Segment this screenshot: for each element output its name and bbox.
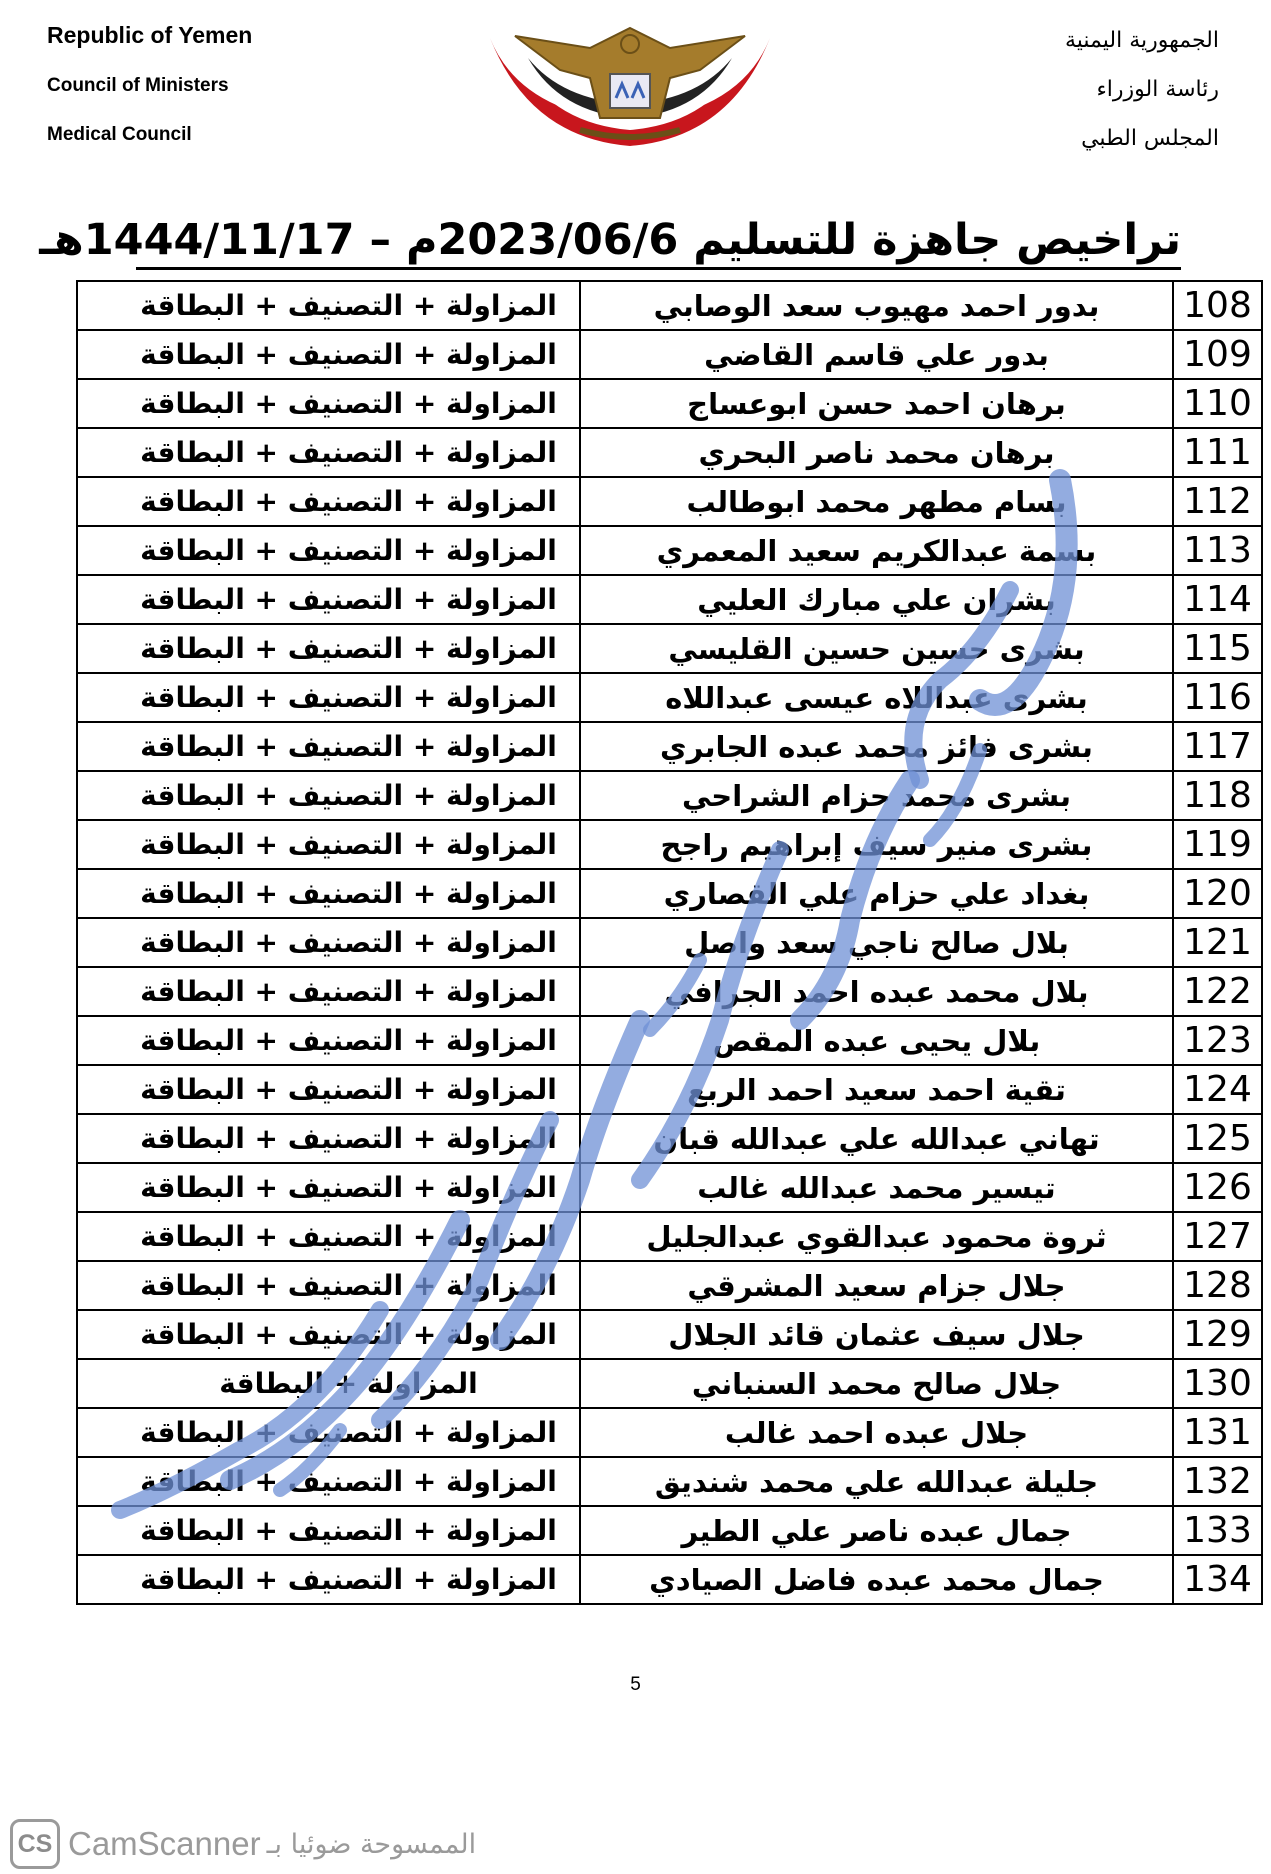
licensee-name: تيسير محمد عبدالله غالب — [580, 1163, 1173, 1212]
license-items: المزاولة + التصنيف + البطاقة — [77, 477, 580, 526]
page-title: تراخيص جاهزة للتسليم 2023/06/6م – 1444/11/17هـ — [136, 215, 1181, 270]
license-items: المزاولة + التصنيف + البطاقة — [77, 1457, 580, 1506]
row-number: 114 — [1173, 575, 1262, 624]
licensee-name: جلال سيف عثمان قائد الجلال — [580, 1310, 1173, 1359]
council-name-en: Council of Ministers — [47, 75, 229, 96]
license-items: المزاولة + التصنيف + البطاقة — [77, 379, 580, 428]
row-number: 122 — [1173, 967, 1262, 1016]
row-number: 126 — [1173, 1163, 1262, 1212]
licenses-table — [76, 280, 1263, 1605]
license-items: المزاولة + التصنيف + البطاقة — [77, 1310, 580, 1359]
row-number: 128 — [1173, 1261, 1262, 1310]
license-items: المزاولة + التصنيف + البطاقة — [77, 575, 580, 624]
row-number: 119 — [1173, 820, 1262, 869]
table-row — [77, 1408, 1262, 1457]
table-row — [77, 918, 1262, 967]
header-english — [47, 22, 252, 173]
table-row — [77, 869, 1262, 918]
table-row — [77, 1506, 1262, 1555]
row-number: 116 — [1173, 673, 1262, 722]
table-row — [77, 379, 1262, 428]
license-items: المزاولة + التصنيف + البطاقة — [77, 771, 580, 820]
table-row — [77, 1016, 1262, 1065]
table-row — [77, 673, 1262, 722]
license-items: المزاولة + التصنيف + البطاقة — [77, 967, 580, 1016]
licensee-name: بسمة عبدالكريم سعيد المعمري — [580, 526, 1173, 575]
table-row — [77, 624, 1262, 673]
row-number: 112 — [1173, 477, 1262, 526]
licensee-name: بغداد علي حزام علي القصاري — [580, 869, 1173, 918]
table-row — [77, 771, 1262, 820]
table-row — [77, 1555, 1262, 1604]
license-items: المزاولة + التصنيف + البطاقة — [77, 281, 580, 330]
license-items: المزاولة + التصنيف + البطاقة — [77, 869, 580, 918]
row-number: 131 — [1173, 1408, 1262, 1457]
camscanner-footer — [10, 1817, 476, 1871]
country-name-ar: الجمهورية اليمنية — [1064, 28, 1219, 53]
row-number: 132 — [1173, 1457, 1262, 1506]
camscanner-brand: CamScanner — [68, 1825, 261, 1862]
license-items: المزاولة + التصنيف + البطاقة — [77, 820, 580, 869]
licensee-name: جلال جزام سعيد المشرقي — [580, 1261, 1173, 1310]
licensee-name: برهان محمد ناصر البحري — [580, 428, 1173, 477]
license-items: المزاولة + التصنيف + البطاقة — [77, 1114, 580, 1163]
licensee-name: جمال عبده ناصر علي الطير — [580, 1506, 1173, 1555]
header-arabic — [1065, 28, 1219, 175]
license-items: المزاولة + التصنيف + البطاقة — [77, 722, 580, 771]
table-row — [77, 330, 1262, 379]
licensee-name: بشرى فائز محمد عبده الجابري — [580, 722, 1173, 771]
row-number: 113 — [1173, 526, 1262, 575]
license-items: المزاولة + التصنيف + البطاقة — [77, 1506, 580, 1555]
table-row — [77, 1212, 1262, 1261]
table-row — [77, 1163, 1262, 1212]
license-items: المزاولة + التصنيف + البطاقة — [77, 526, 580, 575]
licensee-name: بشرى حسين حسين القليسي — [580, 624, 1173, 673]
row-number: 134 — [1173, 1555, 1262, 1604]
table-row — [77, 1065, 1262, 1114]
licensee-name: جمال محمد عبده فاضل الصيادي — [580, 1555, 1173, 1604]
licensee-name: بلال يحيى عبده المقص — [580, 1016, 1173, 1065]
table-row — [77, 820, 1262, 869]
licensee-name: ثروة محمود عبدالقوي عبدالجليل — [580, 1212, 1173, 1261]
licensee-name: تهاني عبدالله علي عبدالله قبان — [580, 1114, 1173, 1163]
row-number: 125 — [1173, 1114, 1262, 1163]
row-number: 108 — [1173, 281, 1262, 330]
row-number: 124 — [1173, 1065, 1262, 1114]
license-items: المزاولة + التصنيف + البطاقة — [77, 1408, 580, 1457]
license-items: المزاولة + التصنيف + البطاقة — [77, 1261, 580, 1310]
licensee-name: بشران علي مبارك العليي — [580, 575, 1173, 624]
council-name-ar: رئاسة الوزراء — [1096, 77, 1219, 102]
page-number: 5 — [630, 1674, 641, 1695]
licensee-name: بدور علي قاسم القاضي — [580, 330, 1173, 379]
row-number: 110 — [1173, 379, 1262, 428]
licensee-name: بشرى عبداللاه عيسى عبداللاه — [580, 673, 1173, 722]
licensee-name: بشرى محمد حزام الشراحي — [580, 771, 1173, 820]
licensee-name: بشرى منير سيف إبراهيم راجح — [580, 820, 1173, 869]
camscanner-logo-icon: CS — [10, 1819, 60, 1869]
row-number: 120 — [1173, 869, 1262, 918]
row-number: 123 — [1173, 1016, 1262, 1065]
license-items: المزاولة + التصنيف + البطاقة — [77, 428, 580, 477]
table-row — [77, 1261, 1262, 1310]
row-number: 111 — [1173, 428, 1262, 477]
table-row — [77, 575, 1262, 624]
table-row — [77, 428, 1262, 477]
licensee-name: بلال محمد عبده احمد الجرافي — [580, 967, 1173, 1016]
licensee-name: بلال صالح ناجي سعد واصل — [580, 918, 1173, 967]
row-number: 130 — [1173, 1359, 1262, 1408]
table-row — [77, 1359, 1262, 1408]
license-items: المزاولة + التصنيف + البطاقة — [77, 330, 580, 379]
row-number: 118 — [1173, 771, 1262, 820]
row-number: 129 — [1173, 1310, 1262, 1359]
medical-council-ar: المجلس الطبي — [1081, 126, 1219, 151]
licensee-name: تقية احمد سعيد احمد الربع — [580, 1065, 1173, 1114]
licensee-name: جلال صالح محمد السنباني — [580, 1359, 1173, 1408]
table-row — [77, 967, 1262, 1016]
license-items: المزاولة + التصنيف + البطاقة — [77, 1065, 580, 1114]
yemen-emblem-icon — [470, 18, 790, 158]
license-items: المزاولة + التصنيف + البطاقة — [77, 1212, 580, 1261]
license-items: المزاولة + التصنيف + البطاقة — [77, 918, 580, 967]
license-items: المزاولة + التصنيف + البطاقة — [77, 673, 580, 722]
licensee-name: بدور احمد مهيوب سعد الوصابي — [580, 281, 1173, 330]
country-name-en: Republic of Yemen — [47, 22, 253, 48]
camscanner-arabic-text: الممسوحة ضوئيا بـ — [266, 1828, 477, 1860]
row-number: 133 — [1173, 1506, 1262, 1555]
licensee-name: جليلة عبدالله علي محمد شنديق — [580, 1457, 1173, 1506]
license-items: المزاولة + التصنيف + البطاقة — [77, 1163, 580, 1212]
table-row — [77, 722, 1262, 771]
table-row — [77, 281, 1262, 330]
licenses-table-body — [77, 281, 1262, 1604]
license-items: المزاولة + البطاقة — [77, 1359, 580, 1408]
licensee-name: جلال عبده احمد غالب — [580, 1408, 1173, 1457]
license-items: المزاولة + التصنيف + البطاقة — [77, 1016, 580, 1065]
row-number: 117 — [1173, 722, 1262, 771]
row-number: 121 — [1173, 918, 1262, 967]
row-number: 127 — [1173, 1212, 1262, 1261]
licensee-name: برهان احمد حسن ابوعساج — [580, 379, 1173, 428]
licensee-name: بسام مطهر محمد ابوطالب — [580, 477, 1173, 526]
table-row — [77, 1457, 1262, 1506]
table-row — [77, 1310, 1262, 1359]
row-number: 109 — [1173, 330, 1262, 379]
table-row — [77, 526, 1262, 575]
table-row — [77, 1114, 1262, 1163]
table-row — [77, 477, 1262, 526]
license-items: المزاولة + التصنيف + البطاقة — [77, 1555, 580, 1604]
row-number: 115 — [1173, 624, 1262, 673]
license-items: المزاولة + التصنيف + البطاقة — [77, 624, 580, 673]
medical-council-en: Medical Council — [47, 124, 192, 145]
